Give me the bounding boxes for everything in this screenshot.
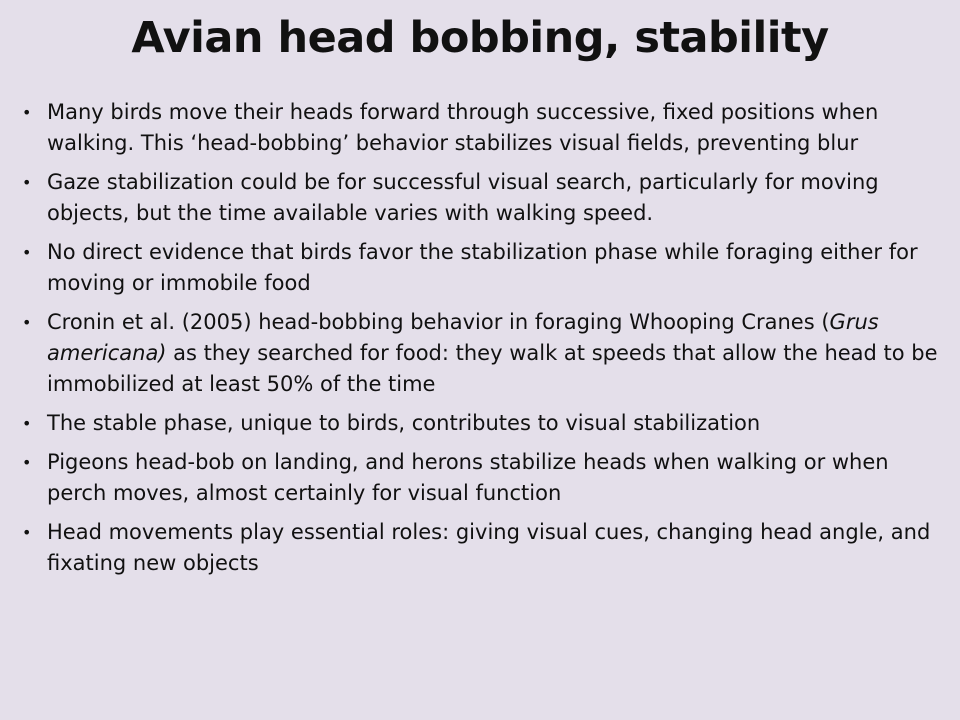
bullet-text: Many birds move their heads forward through successive, fixed positions when walking. This ‘head-bobbing’ behavior stabilizes visual fields, preventing blur (47, 100, 879, 155)
bullet-icon: • (22, 243, 32, 262)
bullet-item (22, 408, 942, 439)
species-name: Grus americana) (47, 310, 879, 365)
bullet-item (22, 307, 942, 400)
bullet-item (22, 447, 942, 509)
slide-title: Avian head bobbing, stability (131, 13, 829, 63)
bullet-icon: • (22, 103, 32, 122)
bullet-item (22, 237, 942, 299)
bullet-text: Pigeons head-bob on landing, and herons stabilize heads when walking or when perch moves, almost certainly for visual function (47, 450, 889, 505)
bullet-text: No direct evidence that birds favor the stabilization phase while foraging either for moving or immobile food (47, 240, 918, 295)
bullet-list (22, 97, 942, 587)
bullet-icon: • (22, 313, 32, 332)
bullet-text-after: as they searched for food: they walk at speeds that allow the head to be immobilized at least 50% of the time (47, 341, 938, 396)
bullet-icon: • (22, 414, 32, 433)
bullet-text: Head movements play essential roles: giving visual cues, changing head angle, and fixating new objects (47, 520, 931, 575)
bullet-text-before: Cronin et al. (2005) head-bobbing behavior in foraging Whooping Cranes ( (47, 310, 830, 334)
bullet-item (22, 517, 942, 579)
bullet-item (22, 167, 942, 229)
bullet-icon: • (22, 523, 32, 542)
bullet-icon: • (22, 453, 32, 472)
bullet-text: Gaze stabilization could be for successful visual search, particularly for moving objects, but the time available varies with walking speed. (47, 170, 879, 225)
bullet-item (22, 97, 942, 159)
bullet-icon: • (22, 173, 32, 192)
bullet-text: The stable phase, unique to birds, contributes to visual stabilization (47, 411, 761, 435)
